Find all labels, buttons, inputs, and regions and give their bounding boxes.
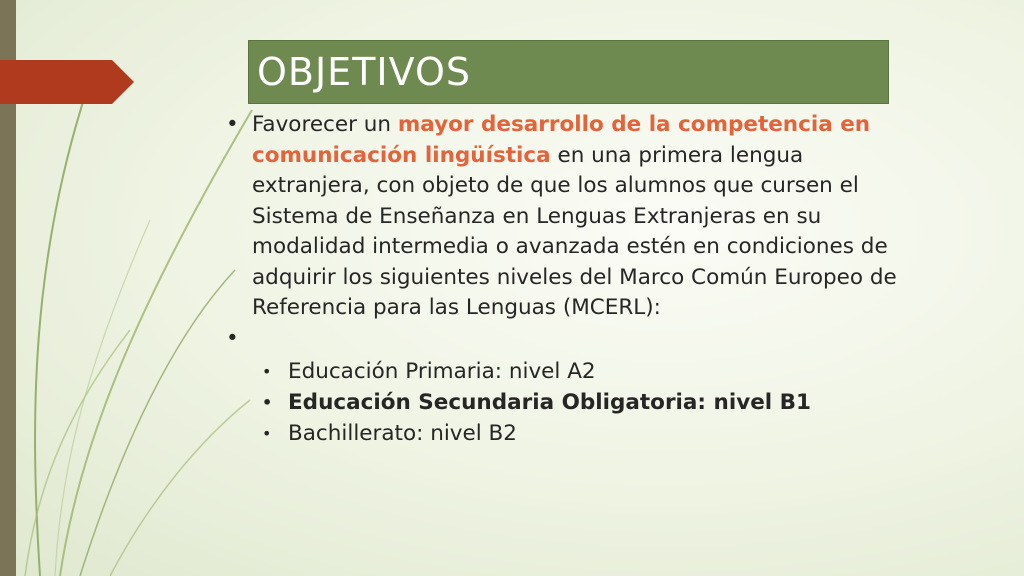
level-primaria: Educación Primaria: nivel A2 [288,358,596,384]
slide-title: OBJETIVOS [257,50,471,94]
title-banner [248,40,889,104]
sub-bullet-marker: • [262,361,272,381]
main-bullet-item [222,110,902,324]
level-bachillerato: Bachillerato: nivel B2 [288,420,517,446]
list-item [222,387,902,418]
main-bullet-text [252,112,897,320]
list-item [222,356,902,387]
level-secundaria: Educación Secundaria Obligatoria: nivel B1 [288,389,811,415]
empty-bullet-item [222,324,902,354]
bullet-text-start: Favorecer un [252,112,398,137]
sub-bullet-marker: • [262,423,272,443]
sub-bullet-marker: • [262,392,273,412]
highlighted-text: mayor desarrollo de la competencia en comunicación lingüística [252,112,871,168]
red-arrow-banner [0,60,134,104]
slide-content [222,110,902,449]
bullet-marker: • [226,112,239,137]
bullet-marker: • [226,325,239,351]
education-levels-list [222,356,902,449]
list-item [222,418,902,449]
bullet-text-rest: en una primera lengua extranjera, con objeto de que los alumnos que cursen el Sistema de Enseñanza en Lenguas Extranjeras en su modalidad intermedia o avanzada estén en condiciones de adquirir los siguientes niveles del Marco Común Europeo de Referencia para las Lenguas (MCERL): [252,142,897,320]
